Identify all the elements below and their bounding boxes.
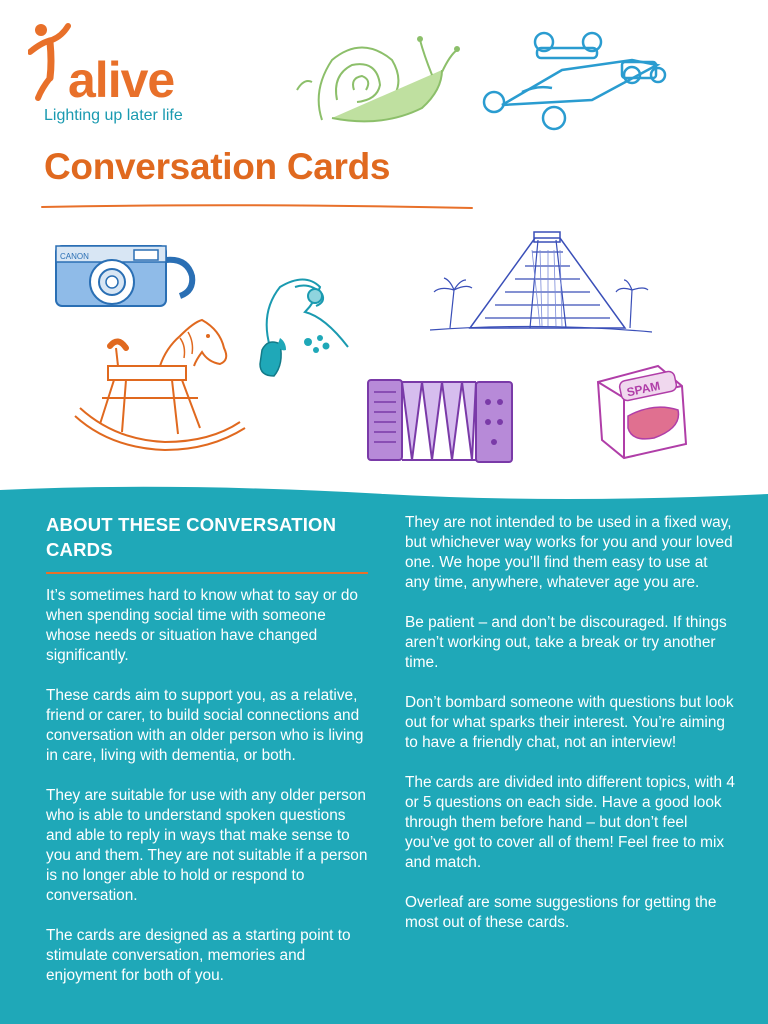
alive-logo <box>28 20 228 130</box>
header-area <box>0 0 768 500</box>
spam-label: SPAM <box>625 378 662 400</box>
paragraph: They are not intended to be used in a fixed way, but whichever way works for you and your loved one. We hope you’ll find them easy to use at any time, anywhere, whatever age you are. <box>405 514 733 591</box>
spam-tin-icon <box>594 362 690 460</box>
paragraph: They are suitable for use with any older person who is able to understand spoken questions and able to reply in ways that make sense to you and them. They are not suitable if a person is no longer able to hold or respond to conversation. <box>46 787 368 904</box>
page-title: Conversation Cards <box>44 146 391 187</box>
camera-icon <box>52 236 200 316</box>
about-right-column <box>405 513 735 953</box>
paragraph: These cards aim to support you, as a relative, friend or carer, to build social connections and conversation with an older person who is living in care, living with dementia, or both. <box>46 687 364 764</box>
hearing-aid-icon <box>250 272 362 382</box>
rocking-horse-icon <box>70 318 255 470</box>
paragraph: The cards are designed as a starting point to stimulate conversation, memories and enjoyment for both of you. <box>46 927 351 984</box>
paragraph: Be patient – and don’t be discouraged. If things aren’t working out, take a break or try another time. <box>405 614 727 671</box>
paragraph: It’s sometimes hard to know what to say or do when spending social time with someone whose needs or situation have changed significantly. <box>46 587 358 664</box>
go-kart-icon <box>482 30 667 135</box>
title-underline <box>40 200 474 214</box>
accordion-icon <box>364 372 516 470</box>
camera-brand-label: CANON <box>60 252 89 261</box>
section-heading: ABOUT THESE CONVERSATION CARDS <box>46 514 337 560</box>
logo-wordmark: alive <box>68 52 175 108</box>
paragraph: Overleaf are some suggestions for getting the most out of these cards. <box>405 894 717 931</box>
pyramid-icon <box>430 230 652 348</box>
logo-tagline: Lighting up later life <box>44 107 183 124</box>
heading-underline <box>46 572 368 574</box>
about-left-column <box>46 512 368 1006</box>
paragraph: The cards are divided into different topics, with 4 or 5 questions on each side. Have a good look through them before hand – but don’t feel you’ve got to cover all of them! Feel free to mix and match. <box>405 774 735 871</box>
snail-icon <box>292 30 462 130</box>
paragraph: Don’t bombard someone with questions but look out for what sparks their interest. You’re aiming to have a friendly chat, not an interview! <box>405 694 734 751</box>
